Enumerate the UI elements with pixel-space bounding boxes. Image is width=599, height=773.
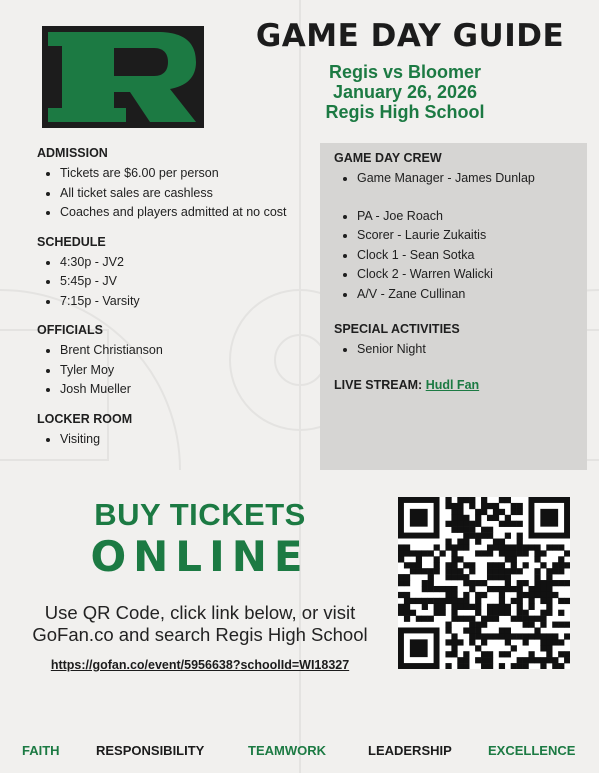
regis-r-logo <box>42 26 204 128</box>
page-title: GAME DAY GUIDE <box>255 18 565 54</box>
list-item: • 5:45p - JV <box>60 272 317 292</box>
list-item: • 4:30p - JV2 <box>60 253 317 273</box>
hudl-fan-link[interactable]: Hudl Fan <box>425 377 480 392</box>
list-item: • 7:15p - Varsity <box>60 292 317 312</box>
list-item: • Visiting <box>60 430 317 450</box>
list-item: • Senior Night <box>357 340 573 360</box>
value-faith: FAITH <box>22 743 60 758</box>
game-location: Regis High School <box>325 102 485 122</box>
value-leadership: LEADERSHIP <box>368 743 452 758</box>
matchup: Regis vs Bloomer <box>328 62 482 82</box>
list-item: • Scorer - Laurie Zukaitis <box>357 226 573 246</box>
admission-section <box>37 146 317 223</box>
list-item: • Clock 1 - Sean Sotka <box>357 246 573 266</box>
list-item: • PA - Joe Roach <box>357 207 573 227</box>
schedule-section <box>37 235 317 312</box>
ticket-instructions-2: GoFan.co and search Regis High School <box>32 624 368 645</box>
list-item: • Tyler Moy <box>60 361 317 381</box>
value-excellence: EXCELLENCE <box>488 743 576 758</box>
officials-heading: OFFICIALS <box>37 323 103 337</box>
game-date: January 26, 2026 <box>332 82 478 102</box>
live-stream-label: LIVE STREAM: <box>334 377 423 392</box>
ticket-url-link[interactable]: https://gofan.co/event/5956638?schoolId=WI18327 <box>50 658 350 672</box>
crew-heading: GAME DAY CREW <box>334 151 442 165</box>
locker-room-heading: LOCKER ROOM <box>37 411 133 426</box>
live-stream <box>334 378 573 392</box>
value-teamwork: TEAMWORK <box>248 743 326 758</box>
list-item: • Brent Christianson <box>60 341 317 361</box>
online-heading: ONLINE <box>90 532 310 581</box>
admission-heading: ADMISSION <box>37 146 108 160</box>
info-column <box>37 146 317 461</box>
crew-panel <box>320 143 587 470</box>
special-heading: SPECIAL ACTIVITIES <box>334 322 460 336</box>
list-item: • Josh Mueller <box>60 380 317 400</box>
list-item: • Coaches and players admitted at no cost <box>60 203 317 223</box>
list-item: • Tickets are $6.00 per person <box>60 164 317 184</box>
list-item: • Game Manager - James Dunlap <box>357 169 573 189</box>
list-item: • All ticket sales are cashless <box>60 184 317 204</box>
buy-tickets-heading: BUY TICKETS <box>94 497 306 532</box>
value-responsibility: RESPONSIBILITY <box>96 743 205 758</box>
officials-section <box>37 323 317 400</box>
values-footer <box>0 743 599 763</box>
list-item: • Clock 2 - Warren Walicki <box>357 265 573 285</box>
list-item: • A/V - Zane Cullinan <box>357 285 573 305</box>
schedule-heading: SCHEDULE <box>37 234 106 249</box>
qr-code[interactable] <box>398 497 570 669</box>
locker-room-section <box>37 412 317 450</box>
ticket-instructions-1: Use QR Code, click link below, or visit <box>44 602 356 623</box>
